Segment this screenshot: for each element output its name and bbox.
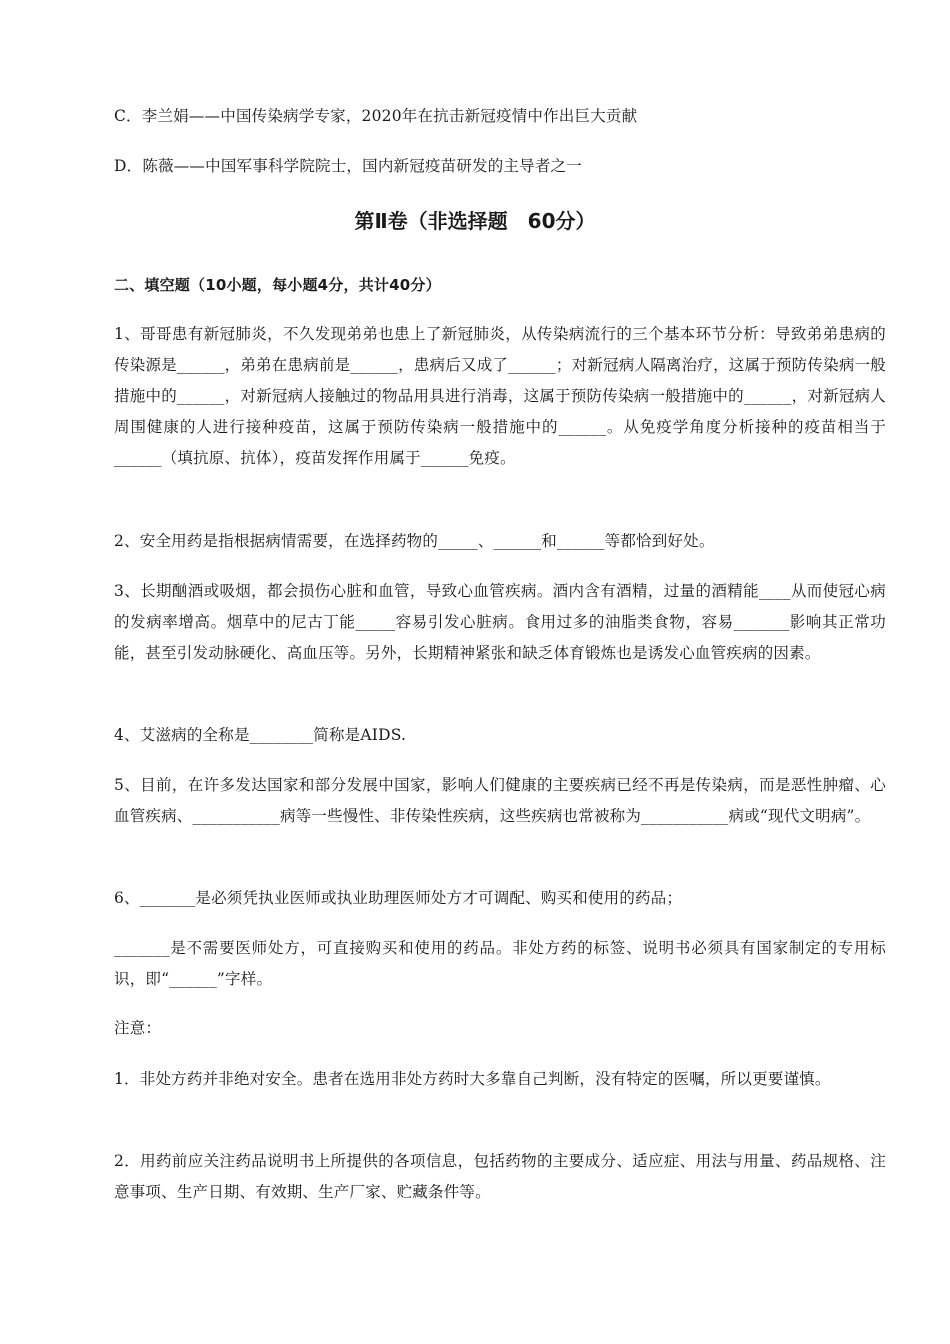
question-3: 3、长期酗酒或吸烟，都会损伤心脏和血管，导致心血管疾病。酒内含有酒精，过量的酒精能____从而使冠心病的发病率增高。烟草中的尼古丁能_____容易引发心脏病。食用过多的油脂类食物，容易_______影响其正常功能，甚至引发动脉硬化、高血压等。另外，长期精神紧张和缺乏体育锻炼也是诱发心血管疾病的因素。 [114, 582, 886, 662]
note-1: 1．非处方药并非绝对安全。患者在选用非处方药时大多靠自己判断，没有特定的医嘱，所以更要谨慎。 [114, 1070, 831, 1088]
question-1: 1、哥哥患有新冠肺炎，不久发现弟弟也患上了新冠肺炎，从传染病流行的三个基本环节分析：导致弟弟患病的传染源是______，弟弟在患病前是______，患病后又成了______；对新冠病人隔离治疗，这属于预防传染病一般措施中的______，对新冠病人接触过的物品用具进行消毒，这属于预防传染病一般措施中的______，对新冠病人周围健康的人进行接种疫苗，这属于预防传染病一般措施中的______。从免疫学角度分析接种的疫苗相当于______（填抗原、抗体），疫苗发挥作用属于______免疫。 [114, 325, 886, 467]
question-2: 2、安全用药是指根据病情需要，在选择药物的_____、______和______等都恰到好处。 [114, 532, 715, 550]
question-5: 5、目前，在许多发达国家和部分发展中国家，影响人们健康的主要疾病已经不再是传染病，而是恶性肿瘤、心血管疾病、___________病等一些慢性、非传染性疾病，这些疾病也常被称为___________病或“现代文明病”。 [114, 776, 886, 825]
question-4: 4、艾滋病的全称是________简称是AIDS. [114, 726, 407, 744]
notes-label: 注意： [114, 1019, 162, 1037]
note-2: 2．用药前应关注药品说明书上所提供的各项信息，包括药物的主要成分、适应症、用法与用量、药品规格、注意事项、生产日期、有效期、生产厂家、贮藏条件等。 [114, 1152, 886, 1201]
part-title: 第Ⅱ卷（非选择题 60分） [354, 209, 596, 233]
question-6-line-2: _______是不需要医师处方，可直接购买和使用的药品。非处方药的标签、说明书必须具有国家制定的专用标识，即“______”字样。 [114, 939, 886, 988]
section-heading: 二、填空题（10小题，每小题4分，共计40分） [114, 276, 441, 294]
option-c: C．李兰娟——中国传染病学专家，2020年在抗击新冠疫情中作出巨大贡献 [114, 107, 638, 125]
question-6-line-1: 6、_______是必须凭执业医师或执业助理医师处方才可调配、购买和使用的药品； [114, 889, 683, 907]
option-d: D．陈薇——中国军事科学院院士，国内新冠疫苗研发的主导者之一 [114, 157, 582, 175]
